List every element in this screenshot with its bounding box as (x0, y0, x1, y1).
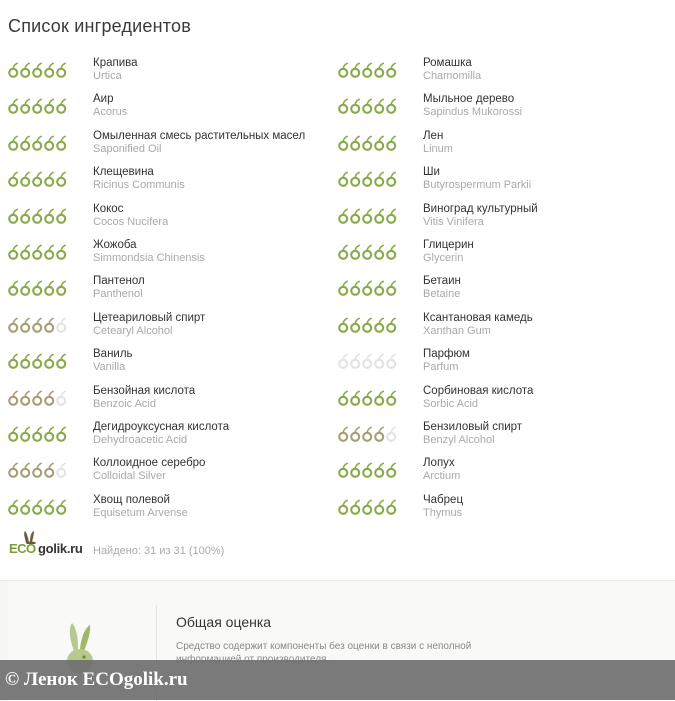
ingredient-name[interactable]: Жожоба (93, 238, 137, 251)
drop-leaf-icon (374, 317, 385, 333)
watermark-text: © Ленок ECOgolik.ru (5, 669, 188, 690)
drop-leaf-icon (8, 135, 19, 151)
drop-leaf-icon (386, 98, 397, 114)
drop-leaf-icon (20, 208, 31, 224)
drop-leaf-icon (350, 135, 361, 151)
ingredient-name[interactable]: Хвощ полевой (93, 493, 170, 506)
drop-leaf-icon (374, 135, 385, 151)
ingredient-rating (338, 353, 397, 369)
ingredient-name[interactable]: Дегидроуксусная кислота (93, 420, 230, 433)
drop-leaf-icon (20, 426, 31, 442)
drop-leaf-icon (386, 353, 397, 369)
drop-leaf-icon (350, 208, 361, 224)
drop-leaf-icon (8, 280, 19, 296)
ingredient-name[interactable]: Аир (93, 93, 114, 106)
drop-leaf-icon (386, 280, 397, 296)
logo-golik-text: golik.ru (38, 541, 83, 556)
ingredient-row[interactable] (338, 493, 668, 529)
ingredient-rating (338, 280, 397, 296)
ingredient-name[interactable]: Ксантановая камедь (423, 311, 533, 324)
drop-leaf-icon (56, 244, 67, 260)
ingredient-row[interactable] (338, 165, 668, 201)
drop-leaf-icon (350, 171, 361, 187)
drop-leaf-icon (44, 353, 55, 369)
ingredient-latin-name: Sorbic Acid (423, 397, 479, 410)
drop-leaf-icon (338, 280, 349, 296)
ingredient-latin-name: Thymus (423, 506, 463, 519)
overall-title: Общая оценка (176, 614, 272, 630)
drop-leaf-icon (338, 426, 349, 442)
drop-leaf-icon (44, 462, 55, 478)
drop-leaf-icon (386, 208, 397, 224)
ingredient-name[interactable]: Бензойная кислота (93, 384, 196, 397)
drop-leaf-icon (374, 426, 385, 442)
logo-eco-text: ECO (9, 541, 36, 556)
drop-leaf-icon (338, 98, 349, 114)
ingredient-name[interactable]: Глицерин (423, 238, 474, 251)
drop-leaf-icon (44, 244, 55, 260)
drop-leaf-icon (20, 62, 31, 78)
drop-leaf-icon (386, 426, 397, 442)
drop-leaf-icon (338, 208, 349, 224)
drop-leaf-icon (56, 353, 67, 369)
drop-leaf-icon (44, 426, 55, 442)
ingredient-row[interactable] (338, 274, 668, 310)
ingredient-latin-name: Vanilla (93, 361, 126, 374)
drop-leaf-icon (350, 317, 361, 333)
ingredient-rating (338, 426, 397, 442)
drop-leaf-icon (32, 353, 43, 369)
drop-leaf-icon (56, 390, 67, 406)
drop-leaf-icon (362, 171, 373, 187)
drop-leaf-icon (386, 62, 397, 78)
drop-leaf-icon (386, 499, 397, 515)
drop-leaf-icon (20, 171, 31, 187)
drop-leaf-icon (338, 462, 349, 478)
ingredient-latin-name: Sapindus Mukorossi (423, 106, 523, 119)
drop-leaf-icon (362, 390, 373, 406)
drop-leaf-icon (350, 499, 361, 515)
drop-leaf-icon (338, 317, 349, 333)
ingredient-rating (338, 135, 397, 151)
ingredient-rating (8, 208, 67, 224)
drop-leaf-icon (362, 98, 373, 114)
ingredient-name[interactable]: Коллоидное серебро (93, 457, 206, 470)
ingredient-latin-name: Glycerin (423, 251, 464, 264)
ingredient-row[interactable] (338, 92, 668, 128)
ingredient-rating (8, 353, 67, 369)
drop-leaf-icon (350, 280, 361, 296)
ingredient-rating (338, 98, 397, 114)
ingredient-rating (8, 244, 67, 260)
drop-leaf-icon (32, 244, 43, 260)
drop-leaf-icon (20, 244, 31, 260)
drop-leaf-icon (44, 98, 55, 114)
ingredient-rating (8, 98, 67, 114)
drop-leaf-icon (56, 317, 67, 333)
drop-leaf-icon (56, 135, 67, 151)
ingredient-latin-name: Arctium (423, 470, 461, 483)
drop-leaf-icon (386, 462, 397, 478)
drop-leaf-icon (386, 317, 397, 333)
ingredient-name[interactable]: Сорбиновая кислота (423, 384, 534, 397)
ingredient-latin-name: Cocos Nucifera (93, 215, 169, 228)
drop-leaf-icon (56, 426, 67, 442)
ingredient-row[interactable] (338, 129, 668, 165)
drop-leaf-icon (44, 62, 55, 78)
drop-leaf-icon (20, 353, 31, 369)
drop-leaf-icon (20, 462, 31, 478)
ingredient-name[interactable]: Лопух (423, 457, 455, 470)
ingredient-latin-name: Ricinus Communis (93, 179, 185, 192)
drop-leaf-icon (32, 135, 43, 151)
ingredient-row[interactable] (8, 420, 338, 456)
ingredient-rating (338, 244, 397, 260)
drop-leaf-icon (56, 499, 67, 515)
ingredient-latin-name: Xanthan Gum (423, 324, 491, 337)
drop-leaf-icon (8, 390, 19, 406)
drop-leaf-icon (338, 390, 349, 406)
drop-leaf-icon (338, 135, 349, 151)
drop-leaf-icon (338, 353, 349, 369)
ingredient-latin-name: Colloidal Silver (93, 470, 166, 483)
ingredient-latin-name: Linum (423, 142, 453, 155)
ingredient-row[interactable] (8, 165, 338, 201)
ingredient-rating (8, 317, 67, 333)
ingredient-row[interactable] (338, 347, 668, 383)
drop-leaf-icon (338, 171, 349, 187)
drop-leaf-icon (338, 499, 349, 515)
ingredient-name[interactable]: Цетеариловый спирт (93, 311, 206, 324)
ingredient-row[interactable] (8, 238, 338, 274)
ingredient-latin-name: Equisetum Arvense (93, 506, 188, 519)
ingredient-row[interactable] (8, 274, 338, 310)
drop-leaf-icon (32, 499, 43, 515)
ingredient-row[interactable] (8, 347, 338, 383)
ingredient-name[interactable]: Ромашка (423, 57, 472, 69)
ingredient-name[interactable]: Ши (423, 166, 440, 179)
ingredient-rating (8, 135, 67, 151)
ingredient-latin-name: Panthenol (93, 288, 143, 301)
drop-leaf-icon (362, 353, 373, 369)
drop-leaf-icon (350, 426, 361, 442)
ingredients-left-column (8, 56, 338, 529)
drop-leaf-icon (32, 171, 43, 187)
drop-leaf-icon (44, 208, 55, 224)
drop-leaf-icon (32, 390, 43, 406)
drop-leaf-icon (20, 135, 31, 151)
ingredient-name[interactable]: Клещевина (93, 166, 154, 179)
drop-leaf-icon (8, 171, 19, 187)
drop-leaf-icon (374, 499, 385, 515)
ingredient-row[interactable] (338, 384, 668, 420)
ingredient-name[interactable]: Парфюм (423, 348, 470, 361)
drop-leaf-icon (20, 317, 31, 333)
drop-leaf-icon (44, 317, 55, 333)
watermark (0, 660, 675, 700)
drop-leaf-icon (338, 244, 349, 260)
drop-leaf-icon (350, 353, 361, 369)
ingredient-rating (338, 208, 397, 224)
drop-leaf-icon (44, 135, 55, 151)
ingredient-name[interactable]: Мыльное дерево (423, 93, 515, 106)
found-count: Найдено: 31 из 31 (100%) (93, 545, 225, 557)
drop-leaf-icon (8, 426, 19, 442)
ingredient-rating (338, 462, 397, 478)
drop-leaf-icon (350, 462, 361, 478)
ingredient-rating (8, 171, 67, 187)
ingredient-rating (8, 499, 67, 515)
drop-leaf-icon (362, 317, 373, 333)
drop-leaf-icon (374, 353, 385, 369)
ingredient-row[interactable] (338, 456, 668, 492)
drop-leaf-icon (32, 426, 43, 442)
drop-leaf-icon (374, 390, 385, 406)
ingredient-rating (338, 390, 397, 406)
drop-leaf-icon (8, 208, 19, 224)
ingredient-latin-name: Urtica (93, 70, 122, 82)
page-title: Список ингредиентов (8, 16, 192, 36)
ingredient-latin-name: Parfum (423, 361, 459, 374)
ingredient-name[interactable]: Кокос (93, 202, 124, 215)
ingredient-name[interactable]: Чабрец (423, 493, 464, 506)
drop-leaf-icon (386, 135, 397, 151)
ingredient-row[interactable] (8, 92, 338, 128)
drop-leaf-icon (362, 462, 373, 478)
drop-leaf-icon (44, 280, 55, 296)
ingredient-row[interactable] (338, 56, 668, 92)
drop-leaf-icon (362, 244, 373, 260)
ingredient-latin-name: Acorus (93, 106, 128, 119)
drop-leaf-icon (8, 462, 19, 478)
ingredient-latin-name: Cetearyl Alcohol (93, 324, 173, 337)
drop-leaf-icon (362, 280, 373, 296)
drop-leaf-icon (20, 280, 31, 296)
drop-leaf-icon (362, 135, 373, 151)
ingredient-row[interactable] (8, 202, 338, 238)
drop-leaf-icon (56, 280, 67, 296)
ingredient-row[interactable] (338, 202, 668, 238)
ingredient-name[interactable]: Бетаин (423, 275, 461, 288)
ingredient-row[interactable] (8, 456, 338, 492)
overall-description: Средство содержит компоненты без оценки в связи с неполной (176, 641, 472, 652)
ingredient-name[interactable]: Крапива (93, 57, 138, 69)
ingredient-latin-name: Butyrospermum Parkii (423, 179, 532, 192)
drop-leaf-icon (362, 499, 373, 515)
ingredient-row[interactable] (8, 493, 338, 529)
ingredient-latin-name: Chamomilla (423, 70, 482, 82)
ingredient-latin-name: Benzoic Acid (93, 397, 156, 410)
drop-leaf-icon (56, 462, 67, 478)
drop-leaf-icon (32, 98, 43, 114)
drop-leaf-icon (20, 390, 31, 406)
drop-leaf-icon (20, 98, 31, 114)
ingredient-row[interactable] (338, 311, 668, 347)
ingredient-name[interactable]: Лен (423, 129, 444, 142)
drop-leaf-icon (44, 171, 55, 187)
drop-leaf-icon (362, 208, 373, 224)
drop-leaf-icon (374, 208, 385, 224)
drop-leaf-icon (386, 244, 397, 260)
drop-leaf-icon (350, 244, 361, 260)
drop-leaf-icon (374, 244, 385, 260)
ingredient-rating (338, 62, 397, 78)
ingredient-name[interactable]: Пантенол (93, 275, 145, 288)
drop-leaf-icon (8, 317, 19, 333)
ingredient-rating (338, 171, 397, 187)
drop-leaf-icon (44, 499, 55, 515)
drop-leaf-icon (374, 280, 385, 296)
ingredient-row[interactable] (8, 384, 338, 420)
drop-leaf-icon (8, 244, 19, 260)
drop-leaf-icon (8, 353, 19, 369)
ingredient-latin-name: Vitis Vinifera (423, 215, 484, 228)
drop-leaf-icon (374, 98, 385, 114)
drop-leaf-icon (32, 280, 43, 296)
ingredient-rating (338, 499, 397, 515)
drop-leaf-icon (362, 426, 373, 442)
ingredient-name[interactable]: Омыленная смесь растительных масел (93, 129, 306, 142)
drop-leaf-icon (32, 317, 43, 333)
drop-leaf-icon (56, 208, 67, 224)
drop-leaf-icon (32, 208, 43, 224)
ecogolik-logo[interactable] (8, 532, 83, 560)
drop-leaf-icon (32, 62, 43, 78)
drop-leaf-icon (374, 171, 385, 187)
drop-leaf-icon (350, 98, 361, 114)
drop-leaf-icon (350, 390, 361, 406)
ingredient-rating (338, 317, 397, 333)
drop-leaf-icon (350, 62, 361, 78)
ingredient-row[interactable] (8, 311, 338, 347)
ingredient-name[interactable]: Бензиловый спирт (423, 420, 523, 433)
ingredient-rating (8, 280, 67, 296)
ingredient-name[interactable]: Виноград культурный (423, 202, 538, 215)
ingredient-rating (8, 426, 67, 442)
ingredient-rating (8, 390, 67, 406)
ingredient-name[interactable]: Ваниль (93, 348, 133, 361)
drop-leaf-icon (20, 499, 31, 515)
drop-leaf-icon (374, 62, 385, 78)
drop-leaf-icon (56, 98, 67, 114)
ingredient-row[interactable] (338, 238, 668, 274)
ingredient-latin-name: Simmondsia Chinensis (93, 251, 205, 264)
ingredients-footer (8, 532, 308, 562)
ingredient-row[interactable] (8, 129, 338, 165)
ingredient-latin-name: Betaine (423, 288, 461, 301)
drop-leaf-icon (8, 98, 19, 114)
ingredient-latin-name: Saponified Oil (93, 142, 162, 155)
ingredients-right-column (338, 56, 668, 529)
drop-leaf-icon (374, 462, 385, 478)
drop-leaf-icon (386, 171, 397, 187)
ingredient-rating (8, 462, 67, 478)
drop-leaf-icon (362, 62, 373, 78)
drop-leaf-icon (56, 171, 67, 187)
ingredient-row[interactable] (338, 420, 668, 456)
drop-leaf-icon (8, 499, 19, 515)
ingredient-latin-name: Benzyl Alcohol (423, 433, 495, 446)
ingredient-latin-name: Dehydroacetic Acid (93, 433, 188, 446)
drop-leaf-icon (32, 462, 43, 478)
drop-leaf-icon (44, 390, 55, 406)
ingredient-row[interactable] (8, 56, 338, 92)
ingredient-rating (8, 62, 67, 78)
drop-leaf-icon (56, 62, 67, 78)
drop-leaf-icon (386, 390, 397, 406)
drop-leaf-icon (8, 62, 19, 78)
drop-leaf-icon (338, 62, 349, 78)
